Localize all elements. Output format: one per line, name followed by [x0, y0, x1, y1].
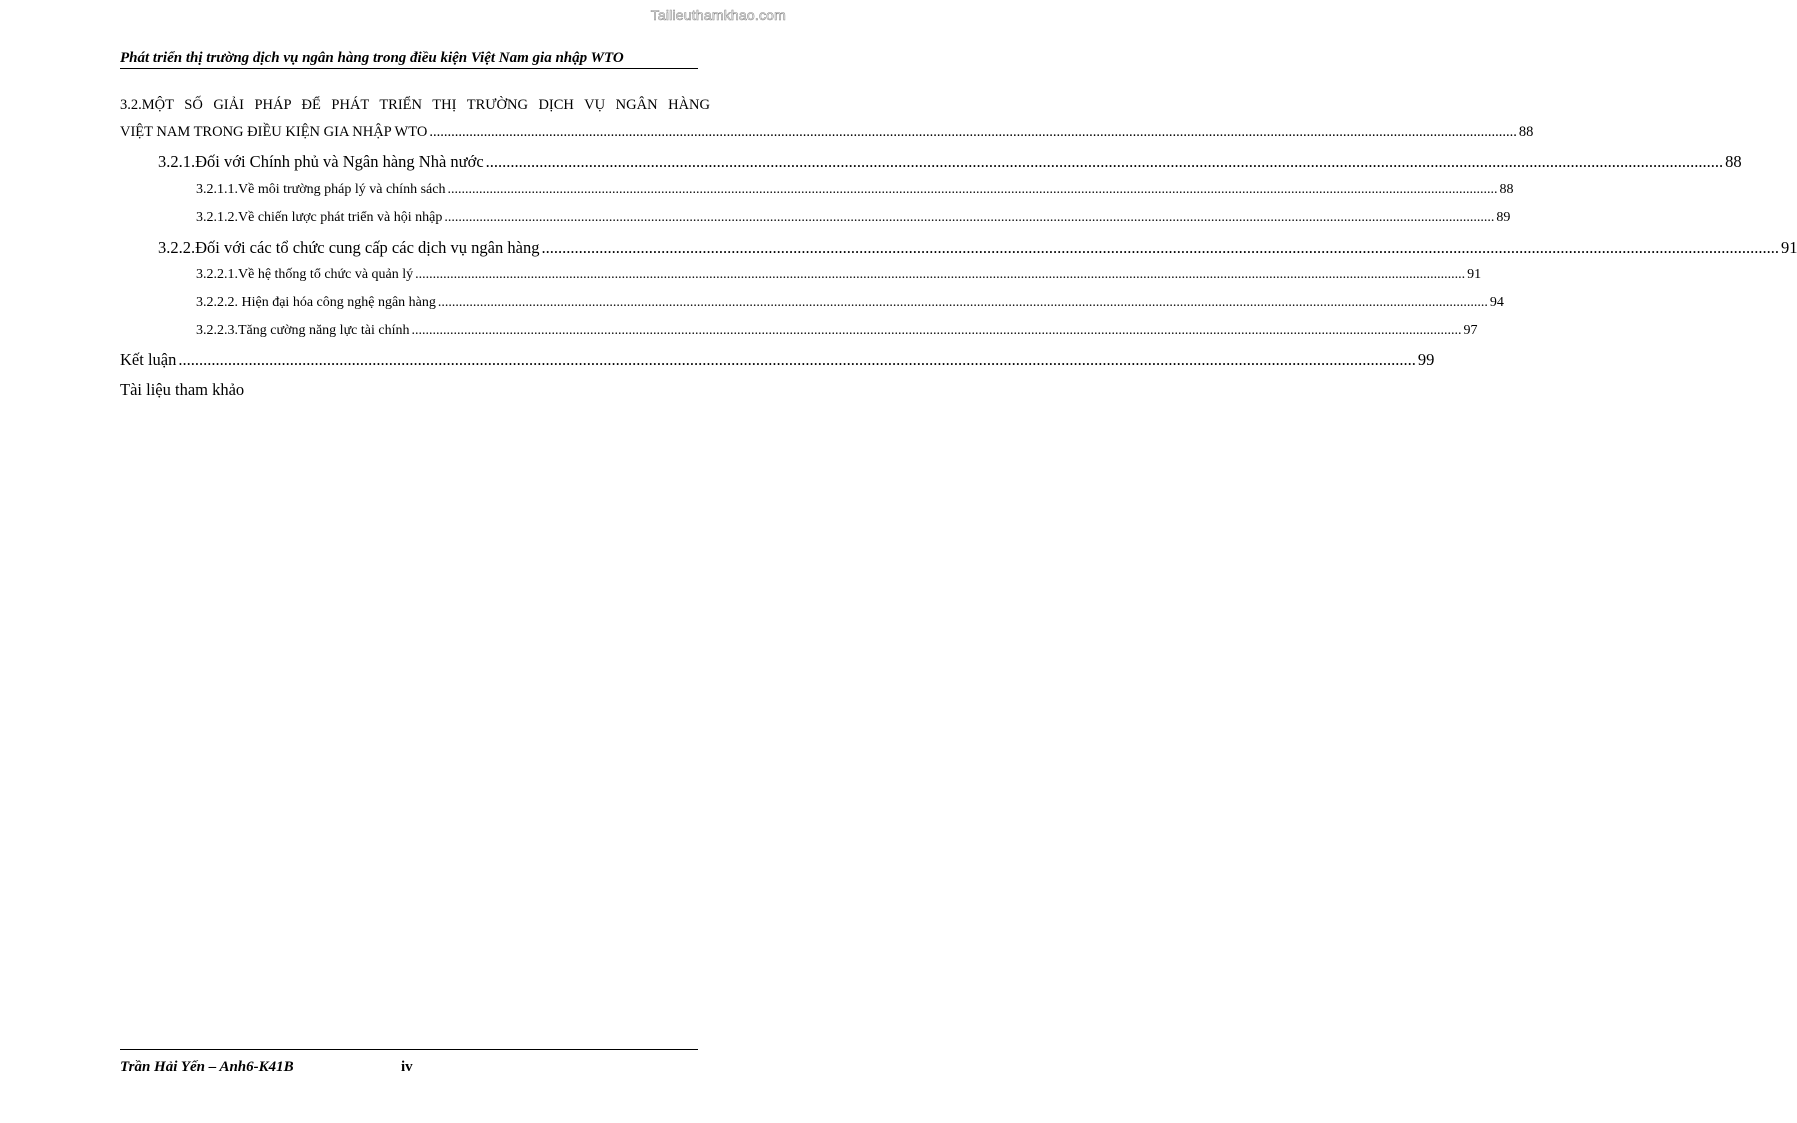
- toc-entry-page: 99: [1417, 350, 1435, 369]
- toc-leader-dots: ............................................................................................................................................................................................................................................................................................................: [411, 323, 1462, 338]
- toc-entry-3-2-1-1[interactable]: [196, 182, 1514, 198]
- toc-leader-dots: ............................................................................................................................................................................................................................................................................................................: [178, 350, 1416, 369]
- toc-entry-references[interactable]: [120, 380, 700, 400]
- toc-leader-dots: ............................................................................................................................................................................................................................................................................................................: [485, 152, 1724, 171]
- toc-entry-page: 88: [1518, 124, 1534, 140]
- toc-entry-page: 89: [1496, 210, 1511, 225]
- toc-entry-page: 91: [1467, 267, 1482, 282]
- toc-entry-title: 3.2.2.1.Về hệ thống tổ chức và quản lý: [196, 267, 414, 282]
- toc-leader-dots: ............................................................................................................................................................................................................................................................................................................: [415, 267, 1466, 282]
- watermark: Tailieuthamkhao.com: [650, 7, 786, 23]
- toc-entry-page: 97: [1463, 323, 1478, 338]
- toc-entry-page: 94: [1489, 295, 1504, 310]
- toc-entry-title: 3.2.2.Đối với các tổ chức cung cấp các dịch vụ ngân hàng: [158, 238, 540, 257]
- toc-entry-title: 3.2.2.3.Tăng cường năng lực tài chính: [196, 323, 410, 338]
- toc-leader-dots: ............................................................................................................................................................................................................................................................................................................: [429, 124, 1517, 140]
- toc-entry-page: 88: [1725, 152, 1742, 171]
- toc-leader-dots: ............................................................................................................................................................................................................................................................................................................: [447, 182, 1498, 197]
- toc-section-3-2-heading: 3.2.MỘT SỐ GIẢI PHÁP ĐỂ PHÁT TRIỂN THỊ TRƯỜNG DỊCH VỤ NGÂN HÀNG: [120, 97, 710, 113]
- toc-leader-dots: ............................................................................................................................................................................................................................................................................................................: [444, 210, 1495, 225]
- toc-entry-3-2-1[interactable]: [158, 152, 1742, 172]
- toc-entry-3-2-2[interactable]: [158, 238, 1797, 258]
- toc-entry-title: 3.2.1.2.Về chiến lược phát triển và hội nhập: [196, 210, 443, 225]
- toc-entry-title: VIỆT NAM TRONG ĐIỀU KIỆN GIA NHẬP WTO: [120, 124, 428, 140]
- toc-entry-title: Kết luận: [120, 350, 177, 369]
- toc-leader-dots: ............................................................................................................................................................................................................................................................................................................: [541, 238, 1779, 257]
- toc-entry-title: 3.2.1.Đối với Chính phủ và Ngân hàng Nhà nước: [158, 152, 484, 171]
- footer-rule: [120, 1049, 698, 1050]
- toc-entry-page: 91: [1780, 238, 1797, 257]
- toc-entry-3-2[interactable]: [120, 124, 1534, 141]
- footer-author: Trần Hải Yến – Anh6-K41B: [120, 1059, 294, 1075]
- running-header: Phát triển thị trường dịch vụ ngân hàng trong điều kiện Việt Nam gia nhập WTO: [120, 50, 698, 69]
- toc-entry-3-2-2-1[interactable]: [196, 267, 1482, 283]
- toc-entry-3-2-2-3[interactable]: [196, 323, 1478, 339]
- toc-leader-dots: ............................................................................................................................................................................................................................................................................................................: [437, 295, 1488, 310]
- toc-entry-3-2-1-2[interactable]: [196, 210, 1511, 226]
- toc-entry-title: 3.2.2.2. Hiện đại hóa công nghệ ngân hàng: [196, 295, 436, 310]
- toc-entry-3-2-2-2[interactable]: [196, 295, 1504, 311]
- toc-entry-page: 88: [1499, 182, 1514, 197]
- toc-entry-title: Tài liệu tham khảo: [120, 380, 245, 399]
- footer-page-number: iv: [401, 1059, 413, 1075]
- toc-entry-conclusion[interactable]: [120, 350, 1435, 370]
- toc-entry-title: 3.2.1.1.Về môi trường pháp lý và chính sách: [196, 182, 446, 197]
